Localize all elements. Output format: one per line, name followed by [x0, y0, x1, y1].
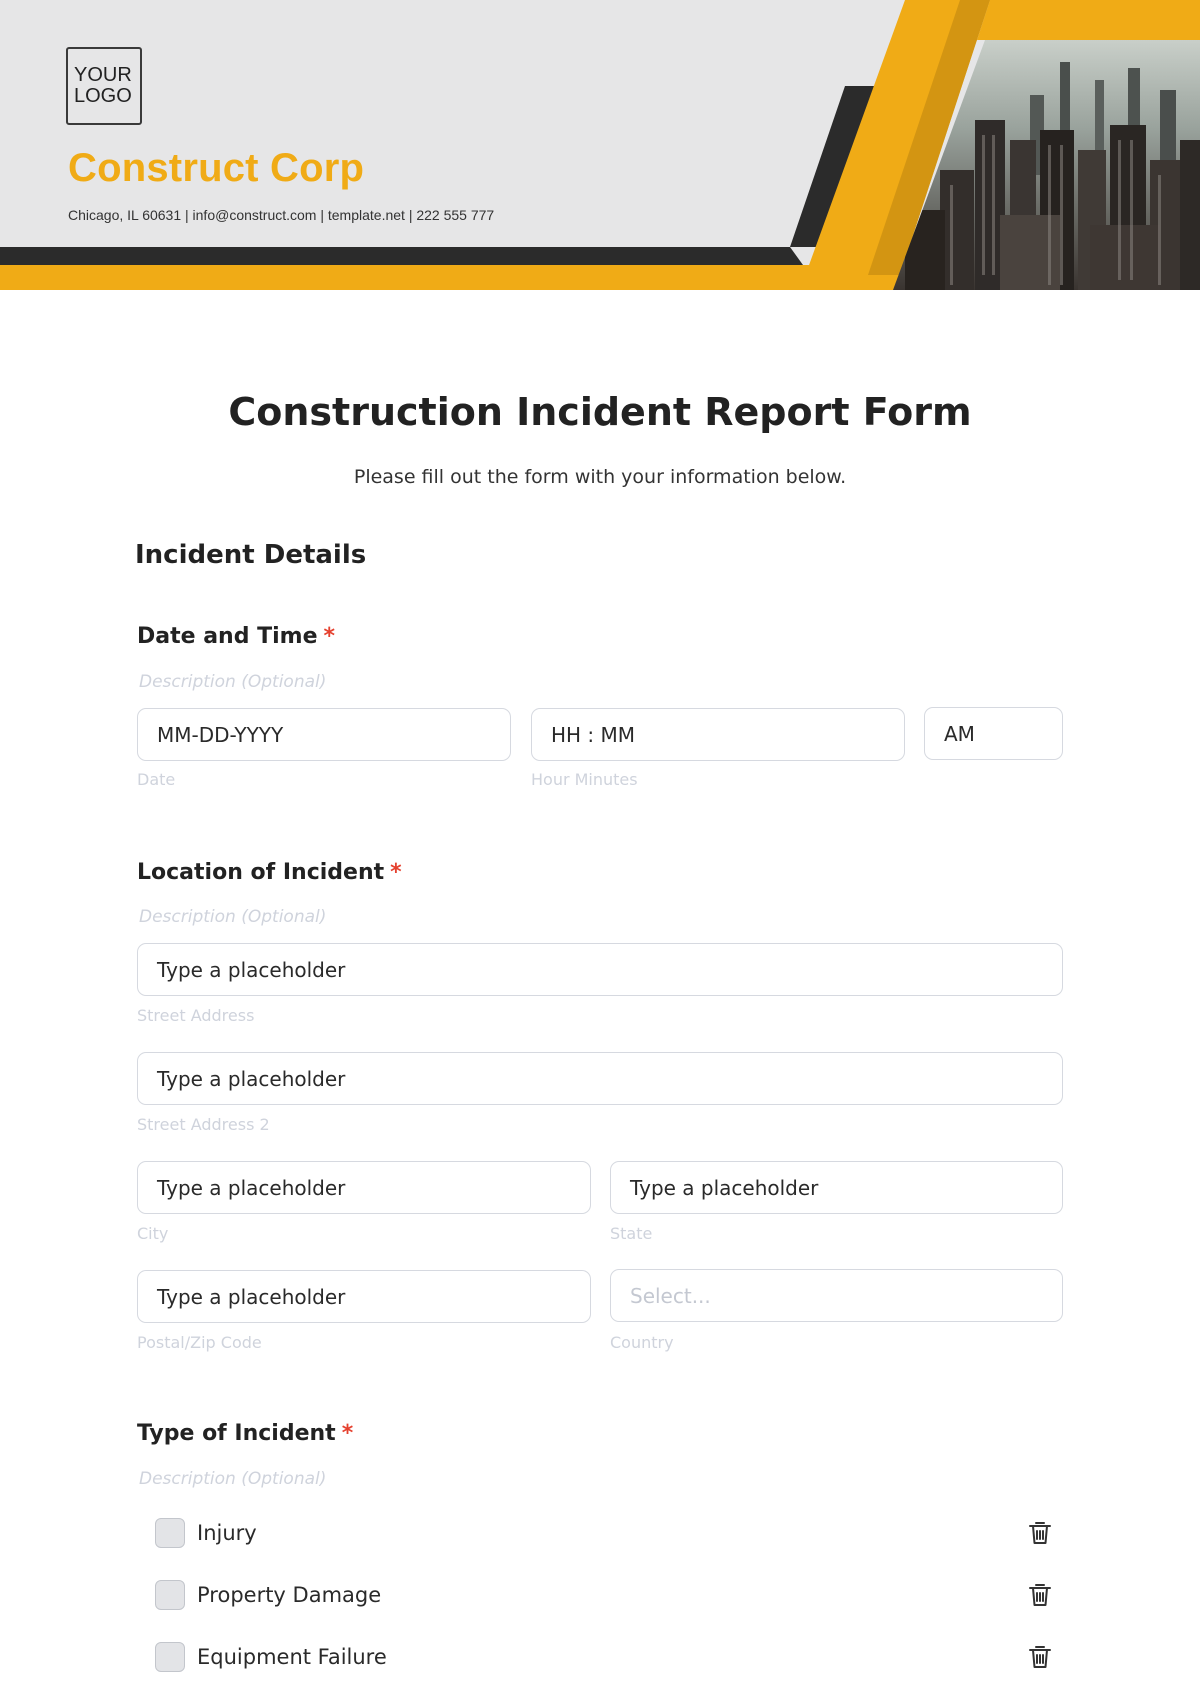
- street-address-2-sublabel: Street Address 2: [137, 1115, 270, 1134]
- date-time-label: [137, 624, 335, 649]
- location-label: [137, 860, 402, 885]
- street-address-2-input[interactable]: Type a placeholder: [137, 1052, 1063, 1105]
- trash-icon[interactable]: [1027, 1519, 1053, 1547]
- company-contact: Chicago, IL 60631 | info@construct.com | template.net | 222 555 777: [68, 207, 495, 223]
- time-input[interactable]: HH : MM: [531, 708, 905, 761]
- country-select[interactable]: Select...: [610, 1269, 1063, 1322]
- option-label: Injury: [197, 1521, 257, 1545]
- section-title: Incident Details: [135, 540, 367, 570]
- postal-code-sublabel: Postal/Zip Code: [137, 1333, 262, 1352]
- date-input[interactable]: MM-DD-YYYY: [137, 708, 511, 761]
- incident-type-label-text: Type of Incident: [137, 1421, 336, 1446]
- logo-line-2: LOGO: [74, 85, 132, 107]
- logo-line-1: YOUR: [74, 64, 132, 86]
- state-sublabel: State: [610, 1224, 653, 1243]
- street-address-sublabel: Street Address: [137, 1006, 255, 1025]
- incident-type-label: [137, 1421, 353, 1446]
- am-pm-select[interactable]: AM: [924, 707, 1063, 760]
- header-banner: [0, 0, 1200, 290]
- postal-code-input[interactable]: Type a placeholder: [137, 1270, 591, 1323]
- date-time-label-text: Date and Time: [137, 624, 318, 649]
- required-mark: *: [390, 860, 402, 885]
- date-time-description: Description (Optional): [139, 672, 327, 692]
- option-label: Equipment Failure: [197, 1645, 387, 1669]
- incident-type-description: Description (Optional): [139, 1469, 327, 1489]
- option-property-damage[interactable]: [155, 1575, 1055, 1615]
- required-mark: *: [341, 1421, 354, 1446]
- trash-icon[interactable]: [1027, 1643, 1053, 1671]
- checkbox[interactable]: [155, 1518, 185, 1548]
- city-sublabel: City: [137, 1224, 169, 1243]
- company-logo: [66, 47, 142, 125]
- company-name: Construct Corp: [68, 146, 365, 190]
- checkbox[interactable]: [155, 1642, 185, 1672]
- form-title: Construction Incident Report Form: [228, 390, 972, 434]
- trash-icon[interactable]: [1027, 1581, 1053, 1609]
- required-mark: *: [323, 624, 336, 649]
- option-label: Property Damage: [197, 1583, 382, 1607]
- form-subtitle: Please fill out the form with your information below.: [353, 466, 847, 488]
- option-equipment-failure[interactable]: [155, 1637, 1055, 1677]
- street-address-input[interactable]: Type a placeholder: [137, 943, 1063, 996]
- option-injury[interactable]: [155, 1513, 1055, 1553]
- state-input[interactable]: Type a placeholder: [610, 1161, 1063, 1214]
- location-label-text: Location of Incident: [137, 860, 385, 885]
- banner-graphic: [0, 0, 1200, 290]
- city-input[interactable]: Type a placeholder: [137, 1161, 591, 1214]
- date-sublabel: Date: [137, 770, 176, 789]
- time-sublabel: Hour Minutes: [531, 770, 638, 789]
- country-sublabel: Country: [610, 1333, 674, 1352]
- location-description: Description (Optional): [139, 907, 327, 927]
- checkbox[interactable]: [155, 1580, 185, 1610]
